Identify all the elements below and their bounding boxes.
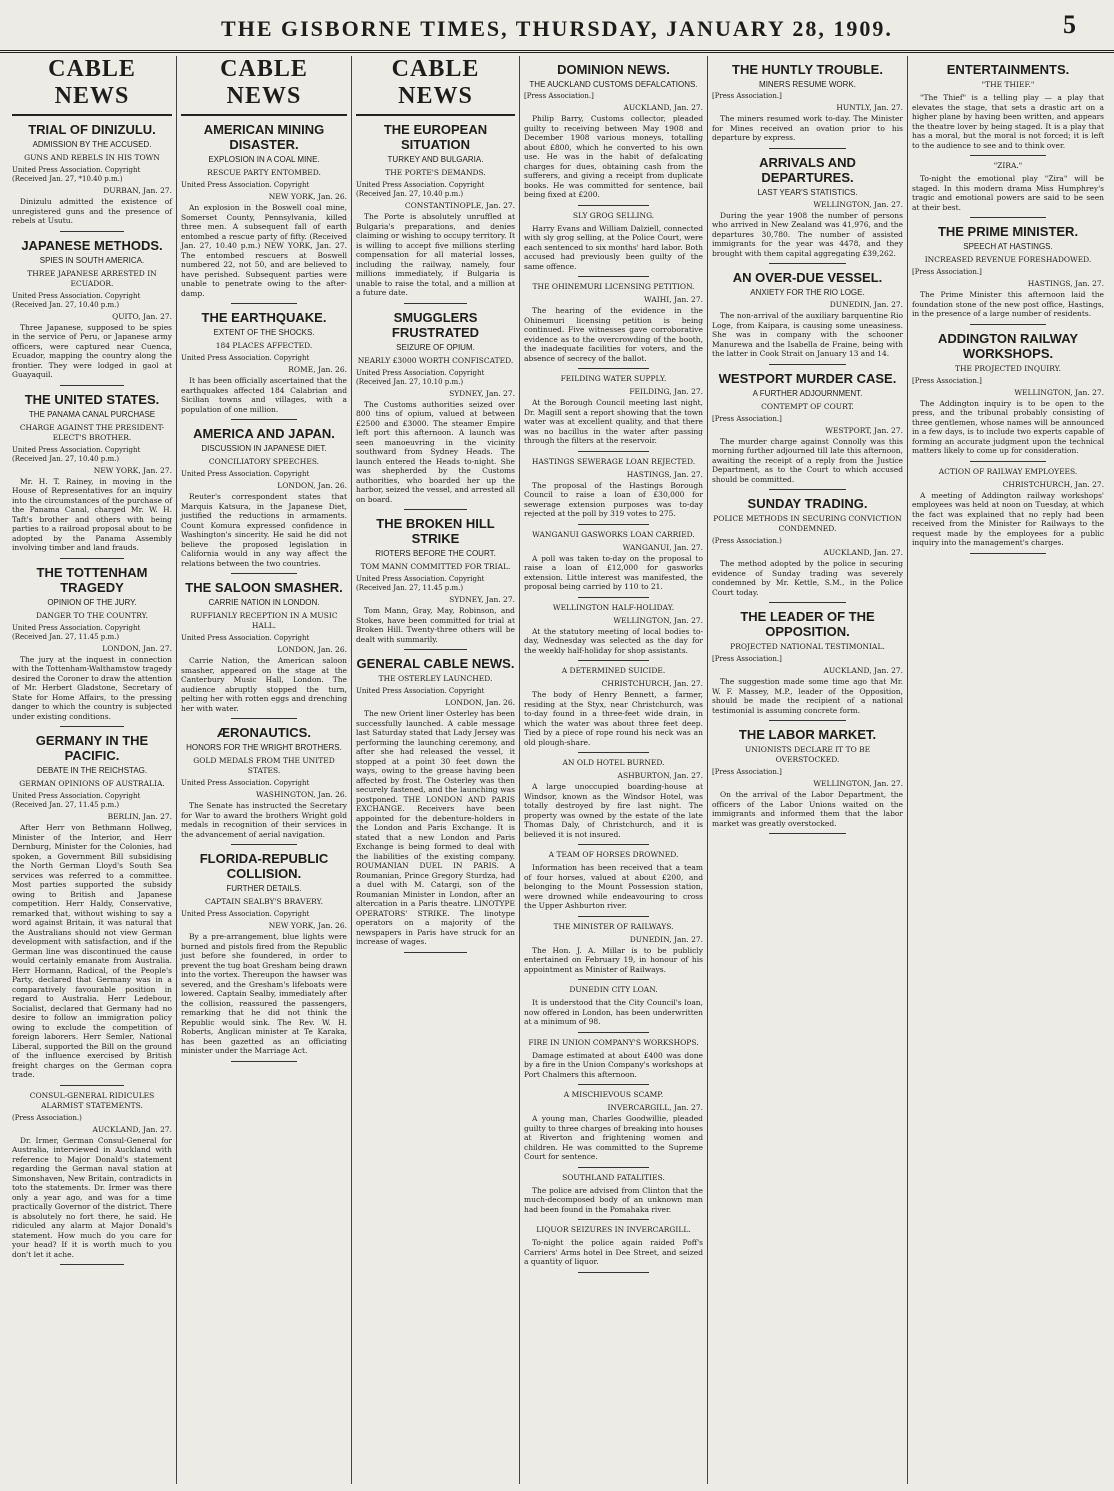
article bbox=[181, 122, 347, 298]
article-caption: INCREASED REVENUE FORESHADOWED. bbox=[924, 255, 1092, 264]
press-credit: (Press Association.) bbox=[12, 1113, 82, 1122]
article-divider bbox=[970, 217, 1047, 218]
article-subheading: EXTENT OF THE SHOCKS. bbox=[213, 328, 315, 337]
article-body: Carrie Nation, the American saloon smasher, appeared on the stage at the Canterbury Music Hall, London. The audience abruptly stopped the turn, pelting her with rotten eggs and drenching her with water. bbox=[181, 656, 347, 713]
article-caption: SLY GROG SELLING. bbox=[572, 210, 655, 220]
article bbox=[524, 666, 703, 747]
article bbox=[524, 1225, 703, 1267]
column-banner: CABLE NEWS bbox=[356, 56, 515, 116]
article-divider bbox=[769, 602, 845, 603]
article-caption: ACTION OF RAILWAY EMPLOYEES. bbox=[938, 466, 1078, 476]
article-body: Mr. H. T. Rainey, in moving in the House of Representatives for an inquiry into the circumstances of the purchase of the Panama Canal, charged Mr. W. H. Taft's brother and others with being parties to a railroad proposal about to be adopted by the Panama Assembly involving timber and land frauds. bbox=[12, 476, 172, 552]
article-body: Damage estimated at about £400 was done by a fire in the Union Company's workshops at Port Chalmers this afternoon. bbox=[524, 1050, 703, 1079]
article-body: Philip Barry, Customs collector, pleaded guilty to receiving between May 1908 and December 1908 various moneys, totalling about £800, which he converted to his own use. He was in the habit of defalcating charges for dues, obtaining cash from the sufferers, and giving a receipt from duplicate books. He was committed for sentence, bail being fixed at £200. bbox=[524, 114, 703, 199]
article-body: The suggestion made some time ago that Mr. W. F. Massey, M.P., leader of the Opposition, should be made the recipient of a national testimonial is assuming concrete form. bbox=[712, 677, 903, 715]
article bbox=[524, 922, 703, 975]
press-credit: United Press Association. Copyright bbox=[181, 634, 310, 642]
article-divider bbox=[578, 276, 650, 277]
dateline: LONDON, Jan. 27. bbox=[102, 643, 172, 653]
article-divider bbox=[404, 649, 468, 650]
article-body: During the year 1908 the number of persons who arrived in New Zealand was 41,976, and the departures 30,780. The number of assisted immigrants for the year was 4478, and they brought with them capital aggregating £39,262. bbox=[712, 210, 903, 258]
dateline: INVERCARGILL, Jan. 27. bbox=[607, 1103, 703, 1112]
dateline: WELLINGTON, Jan. 27. bbox=[613, 615, 703, 625]
dateline: NEW YORK, Jan. 27. bbox=[93, 465, 172, 475]
press-credit: United Press Association. Copyright (Received Jan. 27, 10.10 p.m.) bbox=[356, 368, 485, 386]
press-credit: United Press Association. Copyright bbox=[181, 779, 310, 787]
article-subheading: DISCUSSION IN JAPANESE DIET. bbox=[201, 444, 327, 453]
article-heading: FLORIDA-REPUBLIC COLLISION. bbox=[199, 851, 329, 881]
article bbox=[12, 733, 172, 1080]
article-caption: THE MINISTER OF RAILWAYS. bbox=[553, 921, 674, 931]
article bbox=[181, 851, 347, 1056]
column-6 bbox=[907, 56, 1108, 1484]
article bbox=[524, 1173, 703, 1215]
article bbox=[524, 282, 703, 363]
dateline: WESTPORT, Jan. 27. bbox=[825, 425, 903, 435]
article-subheading: ANXIETY FOR THE RIO LOGE. bbox=[750, 288, 865, 297]
article-caption: "ZIRA." bbox=[993, 161, 1023, 170]
article-body: Information has been received that a team of four horses, valued at about £200, and belonging to the Mount Possession station, were drowned while endeavouring to cross the Upper Ashburton river. bbox=[524, 863, 703, 910]
article-body: A meeting of Addington railway workshops' employees was held at noon on Tuesday, at which the fact was explained that no reply had been received from the Minister for Railways to the request made by the employees for a public inquiry into the management's charges. bbox=[912, 490, 1104, 547]
dateline: SYDNEY, Jan. 27. bbox=[449, 388, 515, 398]
article-divider bbox=[769, 489, 845, 490]
article-body: The proposal of the Hastings Borough Council to raise a loan of £30,000 for sewerage extension purposes was to-day rejected at the poll by 319 votes to 275. bbox=[524, 480, 703, 518]
dateline: DUNEDIN, Jan. 27. bbox=[629, 934, 703, 944]
article-caption: CHARGE AGAINST THE PRESIDENT-ELECT'S BROTHER. bbox=[19, 422, 165, 442]
dateline: WANGANUI, Jan. 27. bbox=[622, 542, 703, 552]
article-caption: NEARLY £3000 WORTH CONFISCATED. bbox=[357, 355, 514, 365]
article-heading: THE LEADER OF THE OPPOSITION. bbox=[740, 609, 875, 639]
article-divider bbox=[578, 1219, 650, 1220]
article-divider bbox=[578, 844, 650, 845]
dateline: HASTINGS, Jan. 27. bbox=[1027, 279, 1104, 288]
press-credit: United Press Association. Copyright (Received Jan. 27, 11.45 p.m.) bbox=[356, 575, 485, 592]
article-subheading: EXPLOSION IN A COAL MINE. bbox=[208, 155, 320, 164]
article-body: It is understood that the City Council's loan, now offered in London, has been underwritten at a minimum of 98. bbox=[524, 998, 703, 1026]
article-body: The miners resumed work to-day. The Minister for Mines received an ovation prior to his departure by express. bbox=[712, 114, 903, 142]
dateline: LONDON, Jan. 26. bbox=[277, 645, 347, 654]
article bbox=[356, 516, 515, 644]
article-heading: SMUGGLERS FRUSTRATED bbox=[391, 309, 480, 340]
dateline: CONSTANTINOPLE, Jan. 27. bbox=[404, 201, 515, 210]
article-heading: AN OVER-DUE VESSEL. bbox=[732, 270, 883, 285]
article-heading: THE LABOR MARKET. bbox=[738, 727, 877, 742]
article-body: The Porte is absolutely unruffled at Bulgaria's preparations, and denies claiming or wishing to occupy territory. It is willing to accept five millions sterling compensation for all material losses, including the railway, namely, four millions immediately, if Bulgaria is unable to raise the total, and a million at a future date. bbox=[356, 212, 515, 297]
article-body: To-night the police again raided Poff's Carriers' Arms hotel in Dee Street, and seized a quantity of liquor. bbox=[524, 1238, 703, 1266]
article-body: The Hon. J. A. Millar is to be publicly entertained on February 19, in honour of his appointment as Minister of Railways. bbox=[524, 945, 703, 974]
article-caption: WELLINGTON HALF-HOLIDAY. bbox=[552, 602, 675, 612]
article-divider bbox=[769, 833, 845, 834]
article-divider bbox=[578, 205, 650, 206]
dateline: DUNEDIN, Jan. 27. bbox=[829, 300, 903, 309]
article-body: The murder charge against Connolly was this morning further adjourned till late this afternoon, awaiting the receipt of a reply from the Justice Department, as to the Court to which accused should be committed. bbox=[712, 436, 903, 484]
article-body: The body of Henry Bennett, a farmer, residing at the Styx, near Christchurch, was to-day found in a three-feet wide drain, in which the water was about three feet deep. Tied by a piece of rope round his neck was an old plough-share. bbox=[524, 690, 703, 747]
article-caption: LIQUOR SEIZURES IN INVERCARGILL. bbox=[536, 1225, 691, 1234]
dateline: BERLIN, Jan. 27. bbox=[107, 812, 172, 821]
article bbox=[912, 161, 1104, 212]
article-divider bbox=[60, 385, 124, 386]
article bbox=[12, 1091, 172, 1260]
article-heading: TRIAL OF DINIZULU. bbox=[28, 122, 156, 137]
press-credit: United Press Association. Copyright bbox=[181, 910, 310, 918]
article-heading: DOMINION NEWS. bbox=[557, 62, 670, 77]
article-subheading: HONORS FOR THE WRIGHT BROTHERS. bbox=[186, 743, 342, 752]
dateline: NEW YORK, Jan. 26. bbox=[268, 921, 347, 930]
dateline: WELLINGTON, Jan. 27. bbox=[813, 199, 903, 209]
article-divider bbox=[231, 1061, 297, 1062]
column-5 bbox=[707, 56, 907, 1484]
article-body: Reuter's correspondent states that Marquis Katsura, in the Japanese Diet, justified the reductions in armaments. Count Komura expressed confidence in Washington's sincerity. He said he did not believe the proposed legislation in California would in any way affect the relations between the two countries. bbox=[181, 492, 347, 568]
article-subheading: SEIZURE OF OPIUM. bbox=[396, 342, 475, 352]
press-credit: [Press Association.] bbox=[524, 92, 594, 100]
article-subheading: SPIES IN SOUTH AMERICA. bbox=[39, 255, 145, 265]
article-body: The Senate has instructed the Secretary for War to award the brothers Wright gold medals in recognition of their services in the advancement of aerial navigation. bbox=[181, 801, 347, 839]
article-caption: A TEAM OF HORSES DROWNED. bbox=[548, 850, 679, 859]
newspaper-columns bbox=[8, 56, 1108, 1484]
article-heading: THE PRIME MINISTER. bbox=[937, 224, 1079, 239]
article-caption: DUNEDIN CITY LOAN. bbox=[569, 985, 658, 994]
article-body: Three Japanese, supposed to be spies in the service of Peru, or Japanese army officers, were captured near Cuenca, Ecuador, mapping the country along the frontier. They were lodged in gaol at Guayaquil. bbox=[12, 322, 172, 379]
article bbox=[912, 331, 1104, 456]
article-body: A young man, Charles Goodwillie, pleaded guilty to three charges of breaking into houses at Riverton and frightening women and children. He was committed to the Supreme Court for sentence. bbox=[524, 1114, 703, 1161]
article bbox=[524, 211, 703, 272]
dateline: WELLINGTON, Jan. 27. bbox=[813, 779, 903, 788]
article bbox=[524, 1090, 703, 1162]
dateline: NEW YORK, Jan. 26. bbox=[268, 192, 347, 201]
article-heading: ADDINGTON RAILWAY WORKSHOPS. bbox=[937, 330, 1079, 361]
article-heading: GERMANY IN THE PACIFIC. bbox=[35, 733, 149, 763]
article-heading: ARRIVALS AND DEPARTURES. bbox=[759, 154, 856, 185]
article-body: An explosion in the Boswell coal mine, Somerset County, Pennsylvania, killed three men. A subsequent fall of earth entombed a rescue party of fifty. (Received Jan. 27, 10.40 p.m.) NEW YORK, Jan. 27. The entombed rescuers at Boswell numbered 22, not 50, and are believed to have perished. Subsequent parties were unable to penetrate owing to the after-damp. bbox=[181, 203, 347, 298]
dateline: HASTINGS, Jan. 27. bbox=[626, 469, 703, 479]
dateline: SYDNEY, Jan. 27. bbox=[449, 595, 515, 604]
article-divider bbox=[578, 524, 650, 525]
press-credit: United Press Association. Copyright (Received Jan. 27, 11.45 p.m.) bbox=[12, 623, 141, 641]
article-caption: WANGANUI GASWORKS LOAN CARRIED. bbox=[532, 529, 695, 539]
article-caption: HASTINGS SEWERAGE LOAN REJECTED. bbox=[531, 456, 696, 466]
article-caption: "THE THIEF." bbox=[981, 80, 1035, 89]
article-divider bbox=[231, 573, 297, 574]
article-heading: GENERAL CABLE NEWS. bbox=[356, 656, 515, 671]
article bbox=[524, 457, 703, 519]
article-caption: FEILDING WATER SUPPLY. bbox=[560, 374, 667, 383]
article-caption: AN OLD HOTEL BURNED. bbox=[562, 758, 665, 767]
press-credit: United Press Association. Copyright bbox=[181, 470, 310, 478]
article bbox=[712, 609, 903, 715]
article bbox=[524, 374, 703, 446]
article-body: At the statutory meeting of local bodies to-day, Wednesday was selected as the day for the weekly half-holiday for shop assistants. bbox=[524, 626, 703, 655]
article-divider bbox=[578, 1084, 650, 1085]
article-heading: THE EARTHQUAKE. bbox=[201, 310, 327, 325]
article-caption: CONSUL-GENERAL RIDICULES ALARMIST STATEMENTS. bbox=[29, 1090, 155, 1110]
article bbox=[524, 530, 703, 592]
press-credit: [Press Association.] bbox=[912, 376, 982, 385]
article-body: The non-arrival of the auxiliary barquentine Rio Loge, from Kaipara, is causing some uneasiness. She was in company with the schooner Manurewa and the Isabella de Fraine, being with the latter in Cook Strait on January 13 and 14. bbox=[712, 311, 903, 358]
article-caption: GOLD MEDALS FROM THE UNITED STATES. bbox=[193, 756, 335, 775]
article-body: Dinizulu admitted the existence of unregistered guns and the presence of rebels at Usutu. bbox=[12, 197, 172, 225]
article-heading: AMERICA AND JAPAN. bbox=[193, 426, 335, 441]
article bbox=[524, 1038, 703, 1080]
article-heading: WESTPORT MURDER CASE. bbox=[718, 370, 897, 386]
article bbox=[912, 62, 1104, 150]
article-subheading: CARRIE NATION IN LONDON. bbox=[208, 598, 320, 607]
press-credit: [Press Association.] bbox=[712, 655, 782, 663]
article-caption: FIRE IN UNION COMPANY'S WORKSHOPS. bbox=[528, 1037, 699, 1047]
article-body: The new Orient liner Osterley has been successfully launched. A cable message last Saturday stated that Lady Jersey was performing the launching ceremony, and after she had released the vessel, it stopped at a point 30 feet down the ways, owing to the grease having been affected by frost. The Osterley was then securely fastened, and the launching was postponed. THE LONDON AND PARIS EXCHANGE. Receivers have been appointed for the debenture-holders in the London and Paris Exchange. It is stated that a new London and Paris Exchange is being formed to deal with the liabilities of the existing company. ROUMANIAN DUEL IN PARIS. A Roumanian, Prince Gregory Sturdza, had a duel with M. Catargi, son of the Roumanian Minister in London, after an altercation in a Paris theatre. LINOTYPE OPERATORS' STRIKE. The linotype operators on a majority of the newspapers in Paris have struck for an increase of wages. bbox=[356, 709, 515, 946]
article-divider bbox=[769, 364, 845, 365]
article-divider bbox=[970, 553, 1047, 554]
article-subheading: A FURTHER ADJOURNMENT. bbox=[752, 388, 863, 398]
article-caption: CAPTAIN SEALBY'S BRAVERY. bbox=[205, 897, 323, 906]
article-body: A large unoccupied boarding-house at Windsor, known as the Windsor Hotel, was totally destroyed by fire last night. The property was owned by the estate of the late Thomas Daly, of Christchurch, and it is believed it is not insured. bbox=[524, 782, 703, 839]
article-divider bbox=[970, 155, 1047, 156]
article bbox=[712, 155, 903, 259]
article-divider bbox=[970, 461, 1047, 462]
article-body: At the Borough Council meeting last night, Dr. Magill sent a report showing that the town water was at excellent quality, and that there was no bacillus in the water after passing through the filters at the reservoir. bbox=[524, 398, 703, 445]
article-divider bbox=[231, 303, 297, 304]
article-caption: CONCILIATORY SPEECHES. bbox=[208, 457, 320, 466]
column-banner: CABLE NEWS bbox=[181, 56, 347, 116]
press-credit: United Press Association. Copyright (Received Jan. 27, 10.40 p.m.) bbox=[12, 445, 141, 463]
column-banner: CABLE NEWS bbox=[12, 56, 172, 116]
press-credit: [Press Association.] bbox=[712, 414, 782, 423]
article bbox=[912, 467, 1104, 548]
article-body: The jury at the inquest in connection with the Tottenham-Walthamstow tragedy desired the Coroner to draw the attention of Mr. Herbert Gladstone, Secretary of State for Home Affairs, to the pressing danger to which the country is subjected under existing conditions. bbox=[12, 654, 172, 721]
article-body: On the arrival of the Labor Department, the officers of the Labor Unions waited on the immigrants and informed them that the labor market was greatly overstocked. bbox=[712, 790, 903, 828]
column-4 bbox=[519, 56, 707, 1484]
article-heading: THE SALOON SMASHER. bbox=[185, 580, 343, 595]
press-credit: United Press Association. Copyright (Received Jan. 27, 10.40 p.m.) bbox=[356, 181, 485, 198]
article-caption: A DETERMINED SUICIDE. bbox=[561, 666, 666, 675]
article-divider bbox=[404, 509, 468, 510]
dateline: ASHBURTON, Jan. 27. bbox=[617, 771, 703, 780]
article-divider bbox=[578, 752, 650, 753]
newspaper-title: THE GISBORNE TIMES, THURSDAY, JANUARY 28, 1909. bbox=[221, 16, 893, 41]
press-credit: United Press Association. Copyright bbox=[181, 354, 310, 362]
article-divider bbox=[578, 597, 650, 598]
article bbox=[12, 392, 172, 553]
article-caption: GERMAN OPINIONS OF AUSTRALIA. bbox=[19, 779, 165, 788]
article-caption: THE PORTE'S DEMANDS. bbox=[385, 168, 486, 177]
article-body: The method adopted by the police in securing evidence of Sunday trading was severely condemned by Mr. Kettle, S.M., in the Police Court today. bbox=[712, 559, 903, 597]
article-divider bbox=[404, 952, 468, 953]
article-heading: ENTERTAINMENTS. bbox=[946, 62, 1070, 77]
dateline: WASHINGTON, Jan. 26. bbox=[256, 790, 347, 799]
article bbox=[524, 985, 703, 1027]
article-caption: GUNS AND REBELS IN HIS TOWN bbox=[24, 153, 160, 162]
press-credit: [Press Association.] bbox=[912, 268, 982, 276]
dateline: AUCKLAND, Jan. 27. bbox=[92, 1124, 172, 1134]
article-body: To-night the emotional play "Zira" will be staged. In this modern drama Miss Humphrey's tragic and emotional powers are said to be seen at their best. bbox=[912, 174, 1104, 212]
article-caption: THE PROJECTED INQUIRY. bbox=[954, 363, 1062, 373]
article bbox=[912, 224, 1104, 319]
article bbox=[524, 603, 703, 656]
article-caption: 184 PLACES AFFECTED. bbox=[215, 341, 313, 350]
article-divider bbox=[404, 303, 468, 304]
dateline: HUNTLY, Jan. 27. bbox=[836, 103, 903, 112]
column-3 bbox=[351, 56, 519, 1484]
article bbox=[12, 122, 172, 226]
article-divider bbox=[578, 451, 650, 452]
article-subheading: DEBATE IN THE REICHSTAG. bbox=[36, 766, 148, 775]
press-credit: [Press Association.] bbox=[712, 768, 782, 776]
dateline: LONDON, Jan. 26. bbox=[445, 698, 515, 707]
article-heading: THE HUNTLY TROUBLE. bbox=[732, 62, 883, 77]
article bbox=[524, 62, 703, 200]
article-subheading: MINERS RESUME WORK. bbox=[759, 80, 856, 89]
article-body: Dr. Irmer, German Consul-General for Australia, interviewed in Auckland with reference to Major Donald's statement regarding the German naval station at Simonshaven, New Britain, contradicts in toto the statements. Dr. Irmer was there only a year ago, and was for a time practically Governor of the district. There is absolutely no fort there, he said. He ridiculed any alarm at Major Donald's statement. How much do you care for your head? If it is worth much to you don't let it ache. bbox=[12, 1135, 172, 1259]
article-caption: TOM MANN COMMITTED FOR TRIAL. bbox=[360, 562, 511, 571]
article-body: Tom Mann, Gray, May, Robinson, and Stokes, have been committed for trial at Broken Hill. Twenty-three others will be dealt with summarily. bbox=[356, 606, 515, 644]
article-caption: UNIONISTS DECLARE IT TO BE OVERSTOCKED. bbox=[744, 745, 871, 764]
dateline: DURBAN, Jan. 27. bbox=[103, 186, 172, 195]
article-body: The Prime Minister this afternoon laid the foundation stone of the new post office, Hastings, in the presence of a large number of residents. bbox=[912, 290, 1104, 318]
article-heading: THE UNITED STATES. bbox=[24, 391, 160, 407]
article bbox=[712, 727, 903, 828]
article-divider bbox=[578, 1167, 650, 1168]
article-caption: THE OHINEMURI LICENSING PETITION. bbox=[532, 282, 695, 291]
article-caption: RUFFIANLY RECEPTION IN A MUSIC HALL. bbox=[190, 611, 338, 630]
article bbox=[181, 310, 347, 414]
article bbox=[181, 580, 347, 713]
page-number: 5 bbox=[1063, 10, 1076, 39]
article-body: The hearing of the evidence in the Ohinemuri licensing petition is being continued. Five witnesses gave corroborative evidence as to the overcrowding of the booth, the inadequate facilities for voters, and the absence of secrecy of the ballot. bbox=[524, 306, 703, 363]
dateline: AUCKLAND, Jan. 27. bbox=[823, 548, 903, 557]
press-credit: (Press Association.) bbox=[712, 537, 782, 545]
article bbox=[712, 371, 903, 485]
dateline: LONDON, Jan. 26. bbox=[277, 481, 347, 490]
article-divider bbox=[231, 419, 297, 420]
article-caption: CONTEMPT OF COURT. bbox=[761, 401, 854, 411]
dateline: WAIHI, Jan. 27. bbox=[644, 295, 703, 304]
press-credit: United Press Association. Copyright (Received Jan. 27, 11.45 p.m.) bbox=[12, 792, 141, 809]
article bbox=[524, 850, 703, 911]
article bbox=[712, 62, 903, 143]
article-heading: JAPANESE METHODS. bbox=[21, 237, 163, 253]
article bbox=[712, 270, 903, 359]
article-divider bbox=[970, 324, 1047, 325]
article-body: A poll was taken to-day on the proposal to raise a loan of £12,000 for gasworks extension. Little interest was manifested, the proposal being carried by 110 to 21. bbox=[524, 553, 703, 591]
article-divider bbox=[60, 726, 124, 727]
article-divider bbox=[769, 720, 845, 721]
article-heading: THE EUROPEAN SITUATION bbox=[383, 122, 488, 152]
press-credit: [Press Association.] bbox=[712, 92, 782, 100]
article bbox=[356, 310, 515, 505]
article-divider bbox=[231, 718, 297, 719]
article-body: By a pre-arrangement, blue lights were burned and pistols fired from the Republic just before she foundered, in order to prevent the tug boat Gresham being drawn into the vortex. Thereupon the hawser was severed, and the Gresham's lifeboats were lowered. Captain Sealby, immediately after the collision, reassured the passengers, remarking that he did not think the Republic would sink. The Rev. W. H. Roberts, Anglican minister at Te Karaka, has been gazetted as an officiating minister under the Marriage Act. bbox=[181, 932, 347, 1055]
article-caption: POLICE METHODS IN SECURING CONVICTION CONDEMNED. bbox=[713, 514, 902, 533]
article-heading: ÆRONAUTICS. bbox=[217, 725, 311, 740]
article-divider bbox=[769, 263, 845, 264]
article-divider bbox=[60, 231, 124, 232]
article-divider bbox=[60, 1264, 124, 1265]
article-divider bbox=[231, 844, 297, 845]
article-body: After Herr von Bethmann Hollweg, Minister of the Interior, and Herr Dernburg, Minister for the Colonies, had spoken, a Government Bill subsidising the North German Lloyd's South Sea services was referred to a committee. Most parties supported the subsidy owing to British and Japanese competition. Herr Haldy, Conservative, remarked that, without wishing to say a word against Britain, it was natural that the Australians should not view German development with satisfaction, and if the German line was discontinued the cause would certainly emanate from Australia. Herr Hormann, Radical, of the People's Party, declared that Germany was in a comparatively favourable position in regard to Australia. Herr Ledebour, Socialist, declared that Germany had no desire to follow an immigration policy owing to exclude the competition of foreign laborers. Herr Semler, National Liberal, supported the Bill on the ground of the influence exercised by British freight charges on the German copra trade. bbox=[12, 823, 172, 1079]
article-subheading: TURKEY AND BULGARIA. bbox=[387, 155, 484, 164]
article bbox=[524, 758, 703, 839]
article-caption: RESCUE PARTY ENTOMBED. bbox=[207, 168, 321, 177]
article-body: "The Thief" is a telling play — a play that elevates the stage, that sets a drastic art on a higher plane by having been written, and appears the theatre lover by being staged. It is a play that has a moral, but the moral is not forced; it is left to the audience to see and to think over. bbox=[912, 93, 1104, 150]
article bbox=[181, 426, 347, 568]
article bbox=[356, 122, 515, 298]
article-subheading: ADMISSION BY THE ACCUSED. bbox=[32, 140, 152, 149]
press-credit: United Press Association. Copyright bbox=[356, 687, 485, 695]
article-body: The Customs authorities seized over 800 tins of opium, valued at between £2500 and £3000. The steamer Empire left port this afternoon. A launch was seen manoeuvring in the vicinity southward from Sydney Heads. The launch entered the Heads to-night. She was shepherded by the Customs authorities, who boarded her up the harbor, seized the vessel, and arrested all on board. bbox=[356, 399, 515, 504]
article-divider bbox=[578, 660, 650, 661]
dateline: WELLINGTON, Jan. 27. bbox=[1014, 387, 1104, 397]
dateline: ROME, Jan. 26. bbox=[288, 365, 347, 374]
article bbox=[356, 656, 515, 947]
article-divider bbox=[578, 979, 650, 980]
article-heading: THE BROKEN HILL STRIKE bbox=[376, 516, 495, 546]
article-caption: THE OSTERLEY LAUNCHED. bbox=[378, 674, 493, 683]
article-divider bbox=[60, 558, 124, 559]
article-caption: THREE JAPANESE ARRESTED IN ECUADOR. bbox=[27, 268, 157, 288]
article-caption: A MISCHIEVOUS SCAMP. bbox=[563, 1090, 664, 1099]
article bbox=[12, 238, 172, 380]
article-divider bbox=[60, 1085, 124, 1086]
article-heading: AMERICAN MINING DISASTER. bbox=[203, 122, 325, 152]
article-divider bbox=[578, 1032, 650, 1033]
article-heading: THE TOTTENHAM TRAGEDY bbox=[36, 564, 148, 595]
article-divider bbox=[578, 916, 650, 917]
dateline: CHRISTCHURCH, Jan. 27. bbox=[601, 679, 703, 688]
article-subheading: RIOTERS BEFORE THE COURT. bbox=[375, 549, 496, 558]
article-subheading: THE PANAMA CANAL PURCHASE bbox=[28, 409, 156, 419]
article-caption: PROJECTED NATIONAL TESTIMONIAL. bbox=[730, 642, 885, 651]
article-divider bbox=[769, 148, 845, 149]
article-divider bbox=[578, 368, 650, 369]
article-subheading: FURTHER DETAILS. bbox=[226, 884, 302, 893]
dateline: FEILDING, Jan. 27. bbox=[629, 387, 703, 396]
column-2 bbox=[176, 56, 351, 1484]
press-credit: United Press Association. Copyright (Received Jan. 27, 10.40 p.m.) bbox=[12, 291, 141, 309]
press-credit: United Press Association. Copyright bbox=[181, 181, 310, 189]
article-caption: SOUTHLAND FATALITIES. bbox=[562, 1172, 665, 1182]
article-divider bbox=[578, 1272, 650, 1273]
article-subheading: OPINION OF THE JURY. bbox=[47, 597, 137, 607]
column-1 bbox=[8, 56, 176, 1484]
article-subheading: THE AUCKLAND CUSTOMS DEFALCATIONS. bbox=[529, 80, 698, 89]
press-credit: United Press Association. Copyright (Received Jan. 27, *10.40 p.m.) bbox=[12, 166, 141, 183]
article bbox=[181, 725, 347, 839]
dateline: AUCKLAND, Jan. 27. bbox=[623, 103, 703, 112]
article-body: It has been officially ascertained that the earthquakes affected 184 Calabrian and Sicilian towns and villages, with a population of one million. bbox=[181, 376, 347, 414]
article-body: The Addington inquiry is to be open to the press, and the tribunal probably consisting of three gentlemen, whose names will be announced in a few days, is to include two experts capable of forming an accurate judgment upon the technical matters likely to come up for consideration. bbox=[912, 398, 1104, 455]
dateline: AUCKLAND, Jan. 27. bbox=[823, 666, 903, 675]
article bbox=[712, 496, 903, 597]
article-subheading: SPEECH AT HASTINGS. bbox=[963, 242, 1053, 251]
masthead bbox=[0, 0, 1114, 53]
article bbox=[12, 565, 172, 722]
article-caption: DANGER TO THE COUNTRY. bbox=[36, 610, 148, 620]
article-subheading: LAST YEAR'S STATISTICS. bbox=[757, 187, 858, 197]
article-body: Harry Evans and William Dalziell, connected with sly grog selling, at the Police Court, were each sentenced to six months' hard labor. Both accused had previously been guilty of the same offence. bbox=[524, 223, 703, 271]
article-heading: SUNDAY TRADING. bbox=[747, 496, 868, 511]
dateline: CHRISTCHURCH, Jan. 27. bbox=[1002, 479, 1104, 489]
dateline: QUITO, Jan. 27. bbox=[112, 311, 172, 321]
article-body: The police are advised from Clinton that the much-decomposed body of an unknown man had been found in the Pomahaka river. bbox=[524, 1185, 703, 1214]
